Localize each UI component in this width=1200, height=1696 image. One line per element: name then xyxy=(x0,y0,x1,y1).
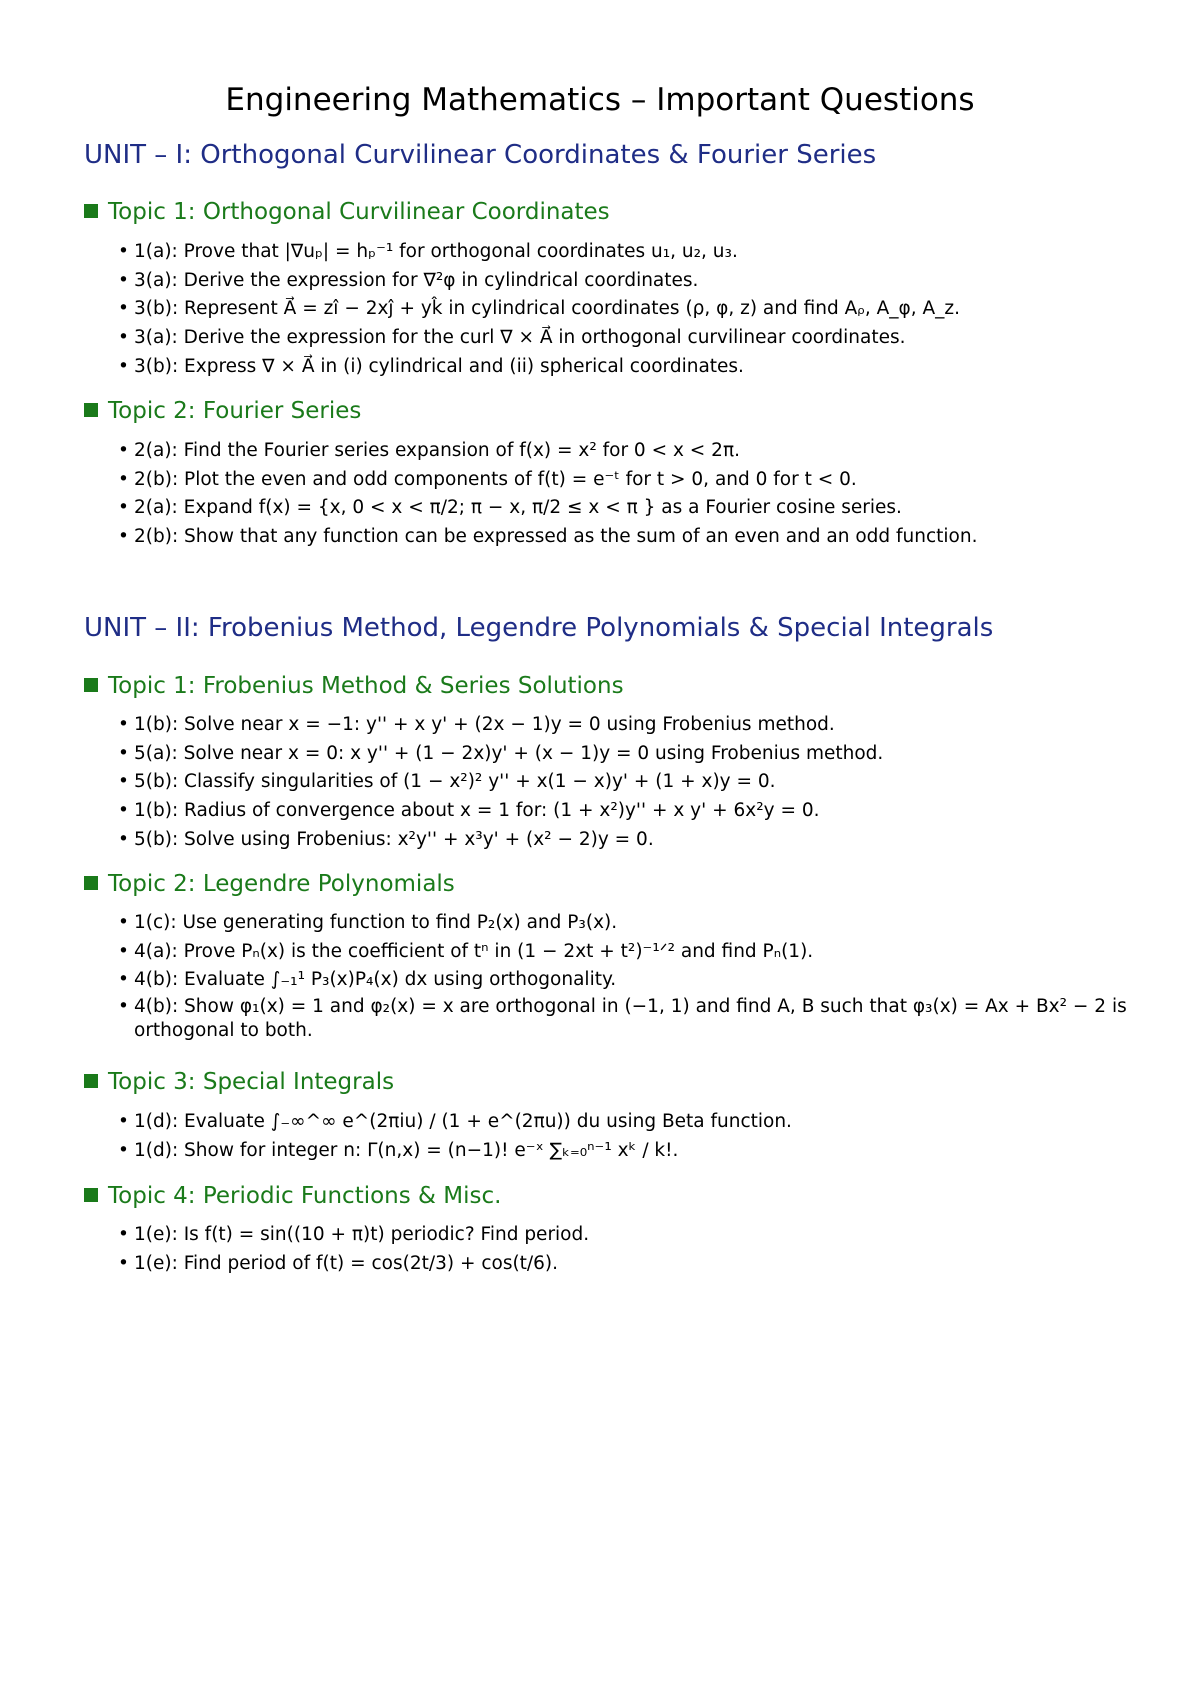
question-item xyxy=(118,1250,1128,1279)
unit-1-topic-2-questions xyxy=(118,437,1128,552)
question-text: 1(c): Use generating function to find P₂(x) and P₃(x). xyxy=(134,912,618,933)
topic-heading-text: Topic 4: Periodic Functions & Misc. xyxy=(108,1183,502,1209)
question-item xyxy=(118,1108,1128,1137)
question-item xyxy=(118,1221,1128,1250)
unit-2-topic-3-questions xyxy=(118,1108,1128,1165)
square-bullet-icon xyxy=(84,403,98,417)
topic-heading-text: Topic 2: Fourier Series xyxy=(108,398,362,424)
page-title: Engineering Mathematics – Important Questions xyxy=(225,82,975,118)
unit-1-heading: UNIT – I: Orthogonal Curvilinear Coordinates & Fourier Series xyxy=(84,140,877,170)
question-text: 3(b): Represent A⃗ = zî − 2xĵ + yk̂ in cylindrical coordinates (ρ, φ, z) and find Aᵨ, A_φ, A_z. xyxy=(134,298,961,320)
question-text: 1(b): Solve near x = −1: y'' + x y' + (2x − 1)y = 0 using Frobenius method. xyxy=(134,714,835,735)
question-item xyxy=(118,995,1128,1043)
question-text: 2(b): Plot the even and odd components of f(t) = e⁻ᵗ for t > 0, and 0 for t < 0. xyxy=(134,468,857,490)
unit-2-topic-3-heading xyxy=(84,1069,394,1097)
question-text: 5(b): Solve using Frobenius: x²y'' + x³y' + (x² − 2)y = 0. xyxy=(134,828,654,850)
unit-2-topic-1-questions xyxy=(118,711,1128,855)
question-text: 2(b): Show that any function can be expressed as the sum of an even and an odd function. xyxy=(134,526,978,548)
unit-2-heading: UNIT – II: Frobenius Method, Legendre Polynomials & Special Integrals xyxy=(84,613,994,643)
question-text: 4(b): Show φ₁(x) = 1 and φ₂(x) = x are orthogonal in (−1, 1) and find A, B such that φ₃(x) = Ax + Bx² − 2 is orthogonal to both. xyxy=(134,996,1127,1042)
unit-2-topic-4-heading xyxy=(84,1183,501,1211)
question-text: 2(a): Expand f(x) = {x, 0 < x < π/2; π − x, π/2 ≤ x < π } as a Fourier cosine series. xyxy=(134,497,902,519)
question-item xyxy=(118,437,1128,466)
question-text: 4(a): Prove Pₙ(x) is the coefficient of tⁿ in (1 − 2xt + t²)⁻¹ᐟ² and find Pₙ(1). xyxy=(134,940,814,962)
question-item xyxy=(118,267,1128,296)
question-item xyxy=(118,711,1128,740)
question-item xyxy=(118,797,1128,826)
unit-2-topic-1-heading xyxy=(84,673,624,701)
topic-heading-text: Topic 1: Orthogonal Curvilinear Coordinates xyxy=(108,199,610,225)
question-text: 3(b): Express ∇ × A⃗ in (i) cylindrical and (ii) spherical coordinates. xyxy=(134,355,744,377)
question-text: 1(a): Prove that |∇uₚ| = hₚ⁻¹ for orthogonal coordinates u₁, u₂, u₃. xyxy=(134,241,738,262)
question-item xyxy=(118,494,1128,523)
question-text: 1(e): Is f(t) = sin((10 + π)t) periodic? Find period. xyxy=(134,1224,590,1245)
unit-1-topic-2-heading xyxy=(84,398,361,426)
question-text: 4(b): Evaluate ∫₋₁¹ P₃(x)P₄(x) dx using orthogonality. xyxy=(134,969,617,991)
question-item xyxy=(118,768,1128,797)
square-bullet-icon xyxy=(84,1188,98,1202)
topic-heading-text: Topic 3: Special Integrals xyxy=(108,1069,395,1095)
question-item xyxy=(118,938,1128,967)
unit-2-topic-2-heading xyxy=(84,871,455,899)
unit-2-topic-2-questions xyxy=(118,909,1128,1043)
question-item xyxy=(118,909,1128,938)
question-item xyxy=(118,966,1128,995)
question-item xyxy=(118,238,1128,267)
question-text: 3(a): Derive the expression for ∇²φ in cylindrical coordinates. xyxy=(134,269,699,291)
square-bullet-icon xyxy=(84,204,98,218)
square-bullet-icon xyxy=(84,1074,98,1088)
question-text: 1(b): Radius of convergence about x = 1 for: (1 + x²)y'' + x y' + 6x²y = 0. xyxy=(134,800,820,822)
square-bullet-icon xyxy=(84,876,98,890)
question-text: 5(b): Classify singularities of (1 − x²)² y'' + x(1 − x)y' + (1 + x)y = 0. xyxy=(134,771,776,793)
question-item xyxy=(118,324,1128,353)
question-item xyxy=(118,1137,1128,1166)
unit-1-topic-1-questions xyxy=(118,238,1128,382)
question-item xyxy=(118,740,1128,769)
question-item xyxy=(118,295,1128,324)
question-item xyxy=(118,523,1128,552)
question-item xyxy=(118,353,1128,382)
question-text: 1(d): Evaluate ∫₋∞^∞ e^(2πiu) / (1 + e^(2πu)) du using Beta function. xyxy=(134,1111,792,1132)
topic-heading-text: Topic 2: Legendre Polynomials xyxy=(108,871,455,897)
unit-1-topic-1-heading xyxy=(84,199,610,227)
question-text: 2(a): Find the Fourier series expansion of f(x) = x² for 0 < x < 2π. xyxy=(134,440,740,461)
unit-2-topic-4-questions xyxy=(118,1221,1128,1278)
question-text: 3(a): Derive the expression for the curl ∇ × A⃗ in orthogonal curvilinear coordinates. xyxy=(134,327,906,349)
question-item xyxy=(118,826,1128,855)
topic-heading-text: Topic 1: Frobenius Method & Series Solutions xyxy=(108,673,624,699)
question-text: 1(e): Find period of f(t) = cos(2t/3) + cos(t/6). xyxy=(134,1252,559,1274)
square-bullet-icon xyxy=(84,678,98,692)
question-text: 1(d): Show for integer n: Γ(n,x) = (n−1)! e⁻ˣ ∑ₖ₌₀ⁿ⁻¹ xᵏ / k!. xyxy=(134,1139,679,1161)
question-item xyxy=(118,466,1128,495)
question-text: 5(a): Solve near x = 0: x y'' + (1 − 2x)y' + (x − 1)y = 0 using Frobenius method. xyxy=(134,742,884,764)
